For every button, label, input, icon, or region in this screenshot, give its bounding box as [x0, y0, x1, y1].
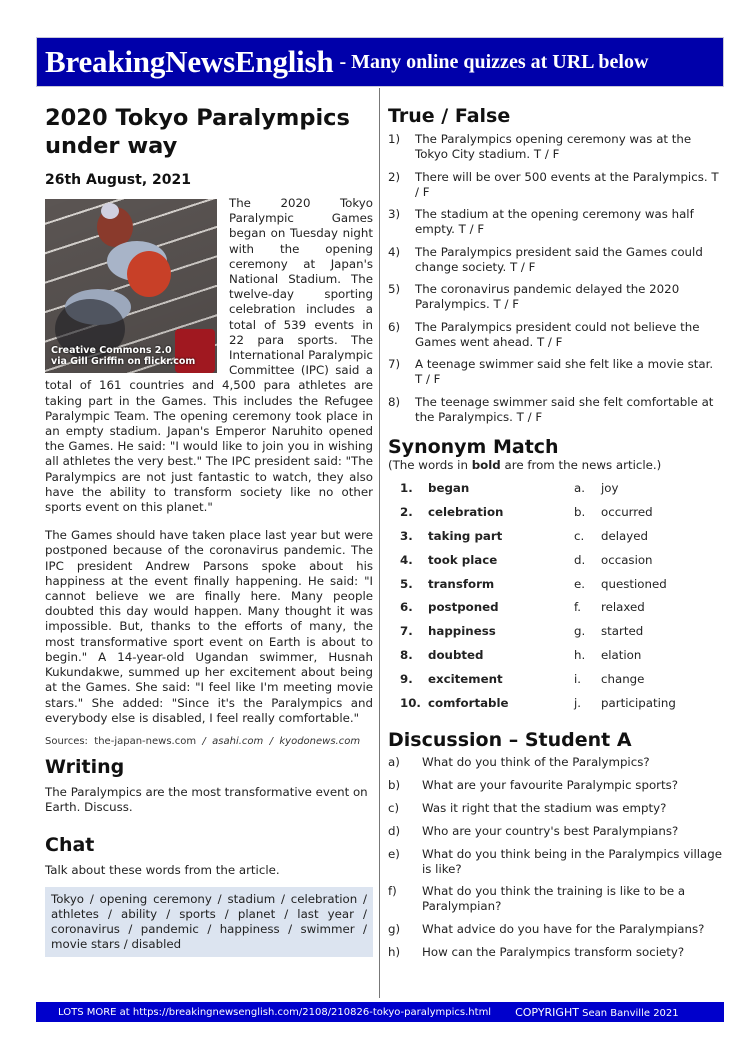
synonym-definition: delayed	[601, 528, 648, 543]
synonym-word: began	[428, 481, 470, 496]
synonym-number: 5.	[400, 576, 413, 591]
question-letter: d)	[388, 823, 401, 838]
article-date: 26th August, 2021	[45, 172, 191, 188]
synonym-definition: joy	[601, 481, 619, 496]
discussion-question	[388, 922, 723, 937]
item-number: 5)	[388, 282, 401, 296]
synonym-definition: occasion	[601, 552, 653, 567]
synonym-definition: participating	[601, 695, 676, 710]
question-text: What do you think being in the Paralympics village is like?	[422, 846, 722, 876]
article-photo	[45, 199, 217, 373]
footer-more-link[interactable]: LOTS MORE at https://breakingnewsenglish.com/2108/210826-tokyo-paralympics.html	[58, 1006, 492, 1018]
item-number: 8)	[388, 394, 401, 409]
true-false-item	[388, 245, 723, 275]
item-number: 2)	[388, 169, 401, 184]
question-letter: c)	[388, 801, 400, 816]
question-text: Who are your country's best Paralympians?	[422, 823, 679, 838]
synonym-row	[388, 691, 723, 715]
item-number: 6)	[388, 319, 401, 334]
chat-heading: Chat	[45, 834, 95, 857]
photo-credit-line: Creative Commons 2.0	[51, 345, 172, 356]
synonym-subtitle-bold: bold	[471, 457, 501, 472]
synonym-word: postponed	[428, 600, 499, 615]
true-false-item	[388, 395, 723, 425]
synonym-letter: c.	[574, 528, 585, 543]
left-column	[45, 100, 373, 957]
synonym-number: 6.	[400, 600, 413, 615]
synonym-number: 1.	[400, 481, 413, 496]
true-false-item	[388, 282, 723, 312]
item-text: The Paralympics president said the Games could change society. T / F	[415, 244, 703, 274]
header-tagline: - Many online quizzes at URL below	[339, 50, 649, 73]
discussion-question	[388, 884, 723, 914]
sources-line	[45, 736, 373, 747]
synonym-number: 7.	[400, 624, 413, 639]
discussion-question	[388, 824, 723, 839]
question-text: Was it right that the stadium was empty?	[422, 801, 667, 816]
synonym-letter: f.	[574, 600, 582, 615]
source-link[interactable]: the-japan-news.com	[94, 735, 197, 747]
synonym-definition: elation	[601, 647, 642, 662]
synonym-number: 9.	[400, 671, 413, 686]
item-number: 7)	[388, 357, 401, 371]
synonym-letter: a.	[574, 481, 585, 496]
copyright-owner: Sean Banville 2021	[582, 1007, 679, 1019]
question-text: What are your favourite Paralympic sports?	[422, 778, 679, 793]
item-text: The Paralympics opening ceremony was at the Tokyo City stadium. T / F	[415, 132, 692, 161]
synonym-row	[388, 643, 723, 667]
synonym-row	[388, 524, 723, 548]
synonym-letter: h.	[574, 647, 586, 662]
synonym-word: happiness	[428, 624, 496, 639]
discussion-question	[388, 755, 723, 770]
sources-separator: /	[269, 735, 274, 747]
synonym-number: 10.	[400, 695, 421, 710]
synonym-row	[388, 595, 723, 619]
item-number: 3)	[388, 207, 401, 221]
question-text: What do you think of the Paralympics?	[422, 755, 650, 770]
question-letter: e)	[388, 846, 400, 861]
synonym-row	[388, 667, 723, 691]
item-text: The teenage swimmer said she felt comfortable at the Paralympics. T / F	[415, 394, 714, 424]
true-false-item	[388, 320, 723, 350]
item-number: 4)	[388, 244, 401, 259]
true-false-item	[388, 357, 723, 387]
photo-credit-line: via Gill Griffin on flickr.com	[51, 356, 196, 367]
synonym-definition: started	[601, 624, 644, 639]
writing-prompt: The Paralympics are the most transformative event on Earth. Discuss.	[45, 784, 368, 815]
question-text: What do you think the training is like to be a Paralympian?	[422, 884, 686, 914]
synonym-word: celebration	[428, 505, 504, 520]
discussion-heading: Discussion – Student A	[388, 729, 632, 752]
synonym-word: excitement	[428, 671, 503, 686]
synonym-row	[388, 619, 723, 643]
synonym-table	[388, 477, 723, 715]
photo-credit	[51, 345, 195, 367]
synonym-row	[388, 500, 723, 524]
header-banner	[36, 37, 724, 87]
synonym-number: 2.	[400, 505, 413, 520]
true-false-item	[388, 170, 723, 200]
true-false-item	[388, 207, 723, 237]
question-text: How can the Paralympics transform society?	[422, 945, 685, 960]
footer-banner	[36, 1002, 724, 1022]
synonym-subtitle-text: are from the news article.)	[500, 457, 662, 472]
true-false-list	[388, 132, 723, 425]
synonym-letter: j.	[574, 695, 582, 710]
discussion-question	[388, 801, 723, 816]
sources-separator: /	[202, 735, 206, 747]
synonym-word: took place	[428, 552, 498, 567]
synonym-letter: i.	[574, 671, 582, 686]
true-false-item	[388, 132, 723, 162]
item-text: The coronavirus pandemic delayed the 2020 Paralympics. T / F	[415, 282, 680, 311]
synonym-number: 3.	[400, 528, 413, 543]
synonym-letter: e.	[574, 576, 586, 591]
synonym-row	[388, 477, 723, 501]
synonym-subtitle	[388, 458, 723, 472]
true-false-heading: True / False	[388, 105, 511, 127]
article-paragraph: The 2020 Tokyo Paralympic Games began on Tuesday night with the opening ceremony at Japan's National Stadium. The twelve-day sporting celebration includes a total of 539 events in 22 para sports. The International Paralympic Committee (IPC) said a total of 161 countries and 4,500 para athletes are taking part in the Games. This includes the Refugee Paralympic Team. The opening ceremony took place in an empty stadium. Japan's Emperor Naruhito opened the Games. He said: "I would like to join you in wishing all athletes the very best." The IPC president said: "The Paralympics are not just fantastic to watch, they also have the ability to transform society like no other sports event on this planet."	[45, 196, 373, 515]
article-paragraph: The Games should have taken place last year but were postponed because of the coronavirus pandemic. The IPC president Andrew Parsons spoke about his happiness at the event finally happening. He said: "I cannot believe we are finally here. Many people doubted this day would happen. Many thought it was impossible. But, thanks to the efforts of many, the most transformative sport event on Earth is about to begin." A 14-year-old Ugandan swimmer, Husnah Kukundakwe, summed up her excitement about being at the Games. She said: "I feel like I'm meeting movie stars." She added: "Since it's the Paralympics and everybody else is disabled, I feel really comfortable."	[45, 528, 373, 725]
synonym-number: 4.	[400, 552, 413, 567]
article-title: 2020 Tokyo Paralympics under way	[45, 105, 350, 159]
source-link[interactable]: kyodonews.com	[279, 735, 361, 747]
synonym-letter: b.	[574, 505, 586, 520]
question-letter: a)	[388, 755, 400, 770]
discussion-question	[388, 778, 723, 793]
synonym-definition: questioned	[601, 576, 667, 591]
question-letter: h)	[388, 945, 401, 960]
item-text: There will be over 500 events at the Paralympics. T / F	[415, 169, 719, 199]
synonym-number: 8.	[400, 647, 413, 662]
synonym-letter: g.	[574, 624, 586, 639]
source-link[interactable]: asahi.com	[212, 735, 264, 747]
copyright-label: COPYRIGHT	[515, 1005, 579, 1019]
question-letter: b)	[388, 778, 401, 793]
question-text: What advice do you have for the Paralympians?	[422, 922, 705, 937]
synonym-definition: change	[601, 671, 645, 686]
synonym-word: transform	[428, 576, 495, 591]
discussion-question	[388, 847, 723, 877]
sources-label: Sources:	[45, 735, 88, 747]
column-divider	[379, 88, 380, 998]
chat-word-box: Tokyo / opening ceremony / stadium / celebration / athletes / ability / sports / planet / last year / coronavirus / pandemic / happiness / swimmer / movie stars / disabled	[45, 887, 373, 958]
synonym-row	[388, 572, 723, 596]
synonym-row	[388, 548, 723, 572]
question-letter: g)	[388, 922, 401, 937]
chat-intro: Talk about these words from the article.	[45, 863, 280, 878]
discussion-question	[388, 945, 723, 960]
item-text: A teenage swimmer said she felt like a movie star. T / F	[415, 357, 714, 386]
synonym-subtitle-text: (The words in	[388, 457, 472, 472]
item-number: 1)	[388, 132, 401, 146]
writing-heading: Writing	[45, 755, 125, 778]
item-text: The Paralympics president could not believe the Games went ahead. T / F	[415, 319, 700, 349]
footer-copyright	[515, 1006, 679, 1019]
article-body	[45, 196, 373, 726]
synonym-word: taking part	[428, 528, 503, 543]
synonym-heading: Synonym Match	[388, 435, 559, 458]
synonym-definition: occurred	[601, 505, 653, 520]
brand-name: BreakingNewsEnglish	[45, 44, 334, 79]
discussion-list	[388, 755, 723, 960]
synonym-word: comfortable	[428, 695, 509, 710]
synonym-word: doubted	[428, 647, 484, 662]
question-letter: f)	[388, 884, 397, 899]
synonym-letter: d.	[574, 552, 586, 567]
right-column	[388, 100, 723, 968]
item-text: The stadium at the opening ceremony was half empty. T / F	[415, 207, 694, 236]
synonym-definition: relaxed	[601, 600, 645, 615]
